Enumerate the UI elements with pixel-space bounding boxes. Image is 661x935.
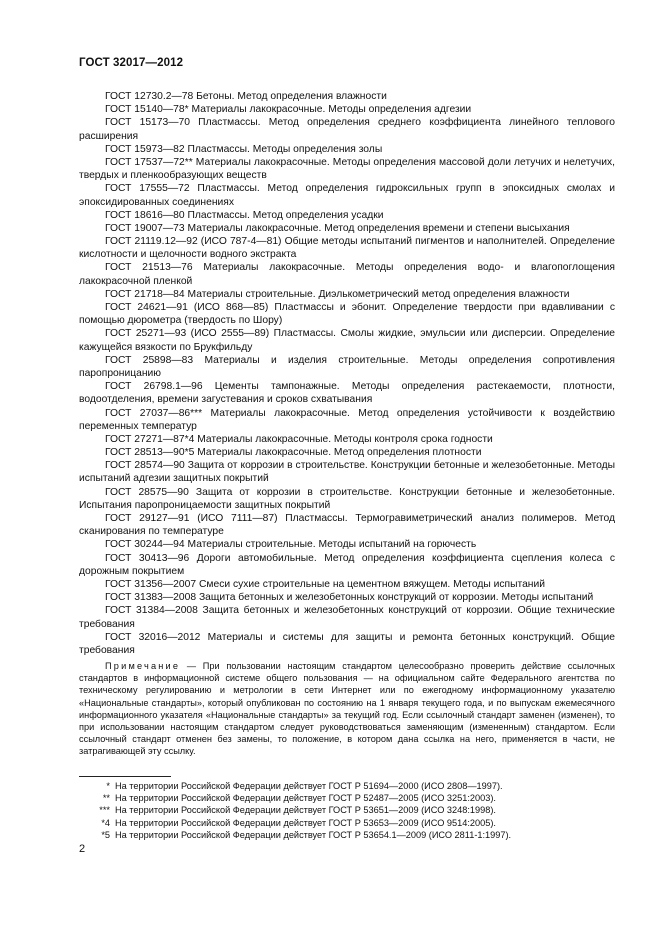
reference-item: ГОСТ 21718—84 Материалы строительные. Диэлькометрический метод определения влажности <box>105 288 570 300</box>
reference-item: ГОСТ 12730.2—78 Бетоны. Метод определения влажности <box>105 91 387 102</box>
reference-item: ГОСТ 25898—83 Материалы и изделия строительные. Методы определения сопротивления паропроницанию <box>79 354 615 379</box>
footnote-text: На территории Российской Федерации действует ГОСТ Р 53651—2009 (ИСО 3248:1998). <box>115 805 496 816</box>
reference-item: ГОСТ 26798.1—96 Цементы тампонажные. Методы определения растекаемости, плотности, водоотделения, времени загустевания и сроков схватывания <box>79 381 615 406</box>
reference-item: ГОСТ 28574—90 Защита от коррозии в строительстве. Конструкции бетонные и железобетонные. Методы испытаний адгезии защитных покрытий <box>79 460 615 485</box>
page-number: 2 <box>79 843 86 855</box>
reference-item: ГОСТ 17555—72 Пластмассы. Метод определения гидроксильных групп в эпоксидных смолах и эпоксидированных соединениях <box>79 183 615 208</box>
footnote-mark: * <box>106 781 110 791</box>
reference-item: ГОСТ 28575—90 Защита от коррозии в строительстве. Конструкции бетонные и железобетонные. Испытания паропроницаемости защитных покрытий <box>79 486 615 511</box>
reference-item: ГОСТ 15140—78* Материалы лакокрасочные. Методы определения адгезии <box>105 104 472 116</box>
footnote-text: На территории Российской Федерации действует ГОСТ Р 53654.1—2009 (ИСО 2811-1:1997). <box>115 829 512 840</box>
reference-item: ГОСТ 31384—2008 Защита бетонных и железобетонных конструкций от коррозии. Общие технические требования <box>79 605 615 630</box>
footnote-separator <box>79 776 171 777</box>
reference-item: ГОСТ 31356—2007 Смеси сухие строительные на цементном вяжущем. Методы испытаний <box>105 578 545 590</box>
page-header-title: ГОСТ 32017—2012 <box>79 57 184 69</box>
footnote-text: На территории Российской Федерации действует ГОСТ Р 53653—2009 (ИСО 9514:2005). <box>115 817 496 828</box>
footnote-item <box>79 817 615 829</box>
footnote-mark: ** <box>102 793 110 804</box>
footnote-item <box>79 792 615 804</box>
reference-item: ГОСТ 18616—80 Пластмассы. Метод определения усадки <box>105 209 384 221</box>
normative-references-list <box>79 90 615 657</box>
reference-item: ГОСТ 27037—86*** Материалы лакокрасочные. Метод определения устойчивости к воздействию переменных температур <box>79 407 615 432</box>
reference-item: ГОСТ 17537—72** Материалы лакокрасочные. Методы определения массовой доли летучих и нелетучих, твердых и пленкообразующих веществ <box>79 156 615 182</box>
footnote-text: На территории Российской Федерации действует ГОСТ Р 51694—2000 (ИСО 2808—1997). <box>115 781 503 791</box>
reference-item: ГОСТ 21119.12—92 (ИСО 787-4—81) Общие методы испытаний пигментов и наполнителей. Определение кислотности и щелочности водного экстракта <box>79 236 615 261</box>
footnote-mark: *5 <box>101 829 110 840</box>
reference-item: ГОСТ 30244—94 Материалы строительные. Методы испытаний на горючесть <box>105 539 477 551</box>
note-text: — При пользовании настоящим стандартом целесообразно проверить действие ссылочных стандартов в информационной системе общего пользования — на официальном сайте Федерального агентства по техническому регулированию и метрологии в сети Интернет или по ежегодному информационному указателю «Национальные стандарты», который опубликован по состоянию на 1 января текущего года, и по выпускам ежемесячного информационного указателя «Национальные стандарты» за текущий год. Если ссылочный стандарт заменен (изменен), то при использовании настоящим стандартом следует руководствоваться заменяющим (измененным) стандартом. Если ссылочный стандарт отменен без замены, то положение, в котором дана ссылка на него, применяется в части, не затрагивающей эту ссылку. <box>79 661 615 757</box>
footnote-item <box>79 804 615 816</box>
reference-item: ГОСТ 19007—73 Материалы лакокрасочные. Метод определения времени и степени высыхания <box>105 222 570 234</box>
reference-item: ГОСТ 15973—82 Пластмассы. Методы определения золы <box>105 143 383 155</box>
footnote-item <box>79 829 615 841</box>
note-paragraph <box>79 660 615 758</box>
footnote-item <box>79 780 615 792</box>
reference-item: ГОСТ 29127—91 (ИСО 7111—87) Пластмассы. Термогравиметрический анализ полимеров. Метод сканирования по температуре <box>79 513 615 538</box>
reference-item: ГОСТ 15173—70 Пластмассы. Метод определения среднего коэффициента линейного теплового расширения <box>79 117 615 142</box>
note-label: Примечание <box>105 661 181 671</box>
reference-item: ГОСТ 27271—87*4 Материалы лакокрасочные. Методы контроля срока годности <box>105 433 493 445</box>
reference-item: ГОСТ 30413—96 Дороги автомобильные. Метод определения коэффициента сцепления колеса с дорожным покрытием <box>79 552 615 577</box>
footnote-mark: *** <box>99 805 110 816</box>
footnotes-list <box>79 780 615 841</box>
reference-item: ГОСТ 24621—91 (ИСО 868—85) Пластмассы и эбонит. Определение твердости при вдавливании с помощью дюрометра (твердость по Шору) <box>79 302 615 327</box>
reference-item: ГОСТ 21513—76 Материалы лакокрасочные. Методы определения водо- и влагопоглощения лакокрасочной пленкой <box>79 262 615 287</box>
reference-item: ГОСТ 28513—90*5 Материалы лакокрасочные. Метод определения плотности <box>105 447 482 459</box>
reference-item: ГОСТ 31383—2008 Защита бетонных и железобетонных конструкций от коррозии. Методы испытаний <box>105 592 594 604</box>
footnote-mark: *4 <box>101 817 110 828</box>
reference-item: ГОСТ 32016—2012 Материалы и системы для защиты и ремонта бетонных конструкций. Общие требования <box>79 631 615 656</box>
reference-item: ГОСТ 25271—93 (ИСО 2555—89) Пластмассы. Смолы жидкие, эмульсии или дисперсии. Определение кажущейся вязкости по Брукфильду <box>79 328 615 353</box>
footnote-text: На территории Российской Федерации действует ГОСТ Р 52487—2005 (ИСО 3251:2003). <box>115 793 496 804</box>
